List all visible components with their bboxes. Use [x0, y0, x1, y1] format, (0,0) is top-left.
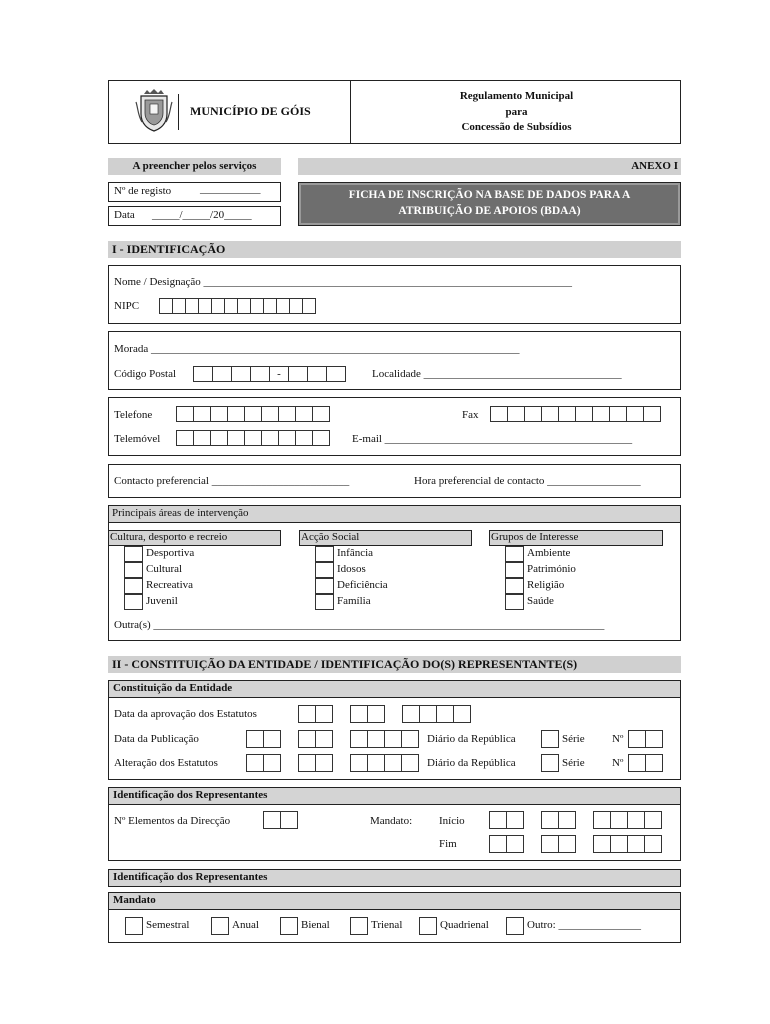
checkbox-patrimonio[interactable]: [505, 562, 524, 578]
inicio-year-cells[interactable]: [593, 811, 662, 829]
publicacao-month-cells[interactable]: [298, 730, 333, 748]
label-patrimonio: Património: [527, 563, 576, 575]
localidade-field[interactable]: Localidade ____________________________________: [372, 368, 622, 380]
aprovacao-year-cells[interactable]: [402, 705, 471, 723]
registo-label: Nº de registo: [114, 185, 172, 197]
checkbox-saude[interactable]: [505, 594, 524, 610]
alteracao-serie-box[interactable]: [541, 754, 559, 772]
group-interesse-title: Grupos de Interesse: [491, 531, 579, 543]
checkbox-trienal[interactable]: [350, 917, 368, 935]
data-value[interactable]: _____/_____/20_____: [152, 209, 252, 221]
publicacao-diario-label: Diário da República: [427, 733, 516, 745]
header-logo-divider: [178, 94, 179, 130]
publicacao-day-cells[interactable]: [246, 730, 281, 748]
publicacao-serie-box[interactable]: [541, 730, 559, 748]
label-idosos: Idosos: [337, 563, 366, 575]
checkbox-outro[interactable]: [506, 917, 524, 935]
data-label: Data: [114, 209, 135, 221]
email-field[interactable]: E-mail _____________________________________________: [352, 433, 633, 445]
fim-year-cells[interactable]: [593, 835, 662, 853]
telemovel-cells[interactable]: [176, 430, 330, 446]
elementos-label: Nº Elementos da Direcção: [114, 815, 231, 827]
mandato-title: Mandato: [113, 894, 156, 906]
label-juvenil: Juvenil: [146, 595, 178, 607]
regulation-line-1: Regulamento Municipal: [459, 90, 574, 102]
areas-title: Principais áreas de intervenção: [112, 507, 249, 519]
label-saude: Saúde: [527, 595, 554, 607]
alteracao-month-cells[interactable]: [298, 754, 333, 772]
publicacao-year-cells[interactable]: [350, 730, 419, 748]
coat-of-arms-logo: [134, 88, 174, 132]
checkbox-infancia[interactable]: [315, 546, 334, 562]
alteracao-numero-cells[interactable]: [628, 754, 663, 772]
checkbox-semestral[interactable]: [125, 917, 143, 935]
publicacao-numero-label: Nº: [612, 733, 624, 745]
label-deficiencia: Deficiência: [337, 579, 388, 591]
checkbox-anual[interactable]: [211, 917, 229, 935]
label-cultural: Cultural: [146, 563, 183, 575]
representantes2-title: Identificação dos Representantes: [113, 871, 268, 883]
regulation-line-2: para: [505, 106, 528, 118]
fim-day-cells[interactable]: [489, 835, 524, 853]
label-quadrienal: Quadrienal: [440, 919, 489, 931]
municipality-name: MUNICÍPIO DE GÓIS: [190, 104, 311, 118]
alteracao-numero-label: Nº: [612, 757, 624, 769]
annex-title-line-2: ATRIBUIÇÃO DE APOIOS (BDAA): [398, 205, 581, 217]
inicio-month-cells[interactable]: [541, 811, 576, 829]
nipc-cells[interactable]: [159, 298, 316, 314]
label-ambiente: Ambiente: [527, 547, 571, 559]
label-anual: Anual: [232, 919, 259, 931]
publicacao-numero-cells[interactable]: [628, 730, 663, 748]
codigo-postal-dash: -: [269, 366, 289, 382]
label-outro[interactable]: Outro: _______________: [527, 919, 641, 931]
identification-box: [108, 265, 681, 324]
alteracao-diario-label: Diário da República: [427, 757, 516, 769]
telemovel-label: Telemóvel: [114, 433, 161, 445]
publicacao-label: Data da Publicação: [114, 733, 199, 745]
services-title: A preencher pelos serviços: [132, 160, 257, 172]
checkbox-cultural[interactable]: [124, 562, 143, 578]
telefone-label: Telefone: [114, 409, 153, 421]
fim-label: Fim: [439, 838, 457, 850]
inicio-label: Início: [439, 815, 465, 827]
inicio-day-cells[interactable]: [489, 811, 524, 829]
outras-field[interactable]: Outra(s) __________________________________________________________________________________: [114, 619, 605, 631]
elementos-cells[interactable]: [263, 811, 298, 829]
annex-label: ANEXO I: [631, 160, 678, 172]
section1-title: I - IDENTIFICAÇÃO: [112, 242, 226, 256]
fim-month-cells[interactable]: [541, 835, 576, 853]
checkbox-familia[interactable]: [315, 594, 334, 610]
hora-field[interactable]: Hora preferencial de contacto _________________: [414, 475, 641, 487]
checkbox-juvenil[interactable]: [124, 594, 143, 610]
label-desportiva: Desportiva: [146, 547, 195, 559]
codigo-postal-cells[interactable]: [193, 366, 346, 382]
label-religiao: Religião: [527, 579, 565, 591]
codigo-postal-label: Código Postal: [114, 368, 177, 380]
alteracao-label: Alteração dos Estatutos: [114, 757, 218, 769]
constituicao-title: Constituição da Entidade: [113, 682, 233, 694]
checkbox-desportiva[interactable]: [124, 546, 143, 562]
telefone-cells[interactable]: [176, 406, 330, 422]
label-bienal: Bienal: [301, 919, 330, 931]
nipc-label: NIPC: [114, 300, 140, 312]
checkbox-religiao[interactable]: [505, 578, 524, 594]
mandato-inline-label: Mandato:: [370, 815, 413, 827]
fax-label: Fax: [462, 409, 479, 421]
checkbox-recreativa[interactable]: [124, 578, 143, 594]
label-recreativa: Recreativa: [146, 579, 194, 591]
mandato-title-bar: [108, 892, 681, 910]
nome-field[interactable]: Nome / Designação ___________________________________________________________________: [114, 276, 572, 288]
aprovacao-month-cells[interactable]: [350, 705, 385, 723]
morada-field[interactable]: Morada ___________________________________________________________________: [114, 343, 520, 355]
section2-title: II - CONSTITUIÇÃO DA ENTIDADE / IDENTIFICAÇÃO DO(S) REPRESENTANTE(S): [112, 657, 578, 671]
aprovacao-day-cells[interactable]: [298, 705, 333, 723]
alteracao-day-cells[interactable]: [246, 754, 281, 772]
group-cultura-title: Cultura, desporto e recreio: [110, 531, 228, 543]
annex-title-line-1: FICHA DE INSCRIÇÃO NA BASE DE DADOS PARA A: [348, 189, 631, 201]
checkbox-quadrienal[interactable]: [419, 917, 437, 935]
checkbox-bienal[interactable]: [280, 917, 298, 935]
aprovacao-label: Data da aprovação dos Estatutos: [114, 708, 257, 720]
registo-value[interactable]: ___________: [200, 183, 261, 195]
alteracao-year-cells[interactable]: [350, 754, 419, 772]
group-accao-title: Acção Social: [301, 531, 360, 543]
checkbox-idosos[interactable]: [315, 562, 334, 578]
publicacao-serie-label: Série: [562, 733, 585, 745]
regulation-line-3: Concessão de Subsídios: [461, 121, 572, 133]
label-trienal: Trienal: [371, 919, 403, 931]
representantes-title: Identificação dos Representantes: [113, 789, 268, 801]
contacto-field[interactable]: Contacto preferencial _________________________: [114, 475, 350, 487]
alteracao-serie-label: Série: [562, 757, 585, 769]
checkbox-deficiencia[interactable]: [315, 578, 334, 594]
label-infancia: Infância: [337, 547, 374, 559]
label-semestral: Semestral: [146, 919, 190, 931]
header-divider: [350, 80, 351, 144]
label-familia: Família: [337, 595, 371, 607]
checkbox-ambiente[interactable]: [505, 546, 524, 562]
fax-cells[interactable]: [490, 406, 661, 422]
